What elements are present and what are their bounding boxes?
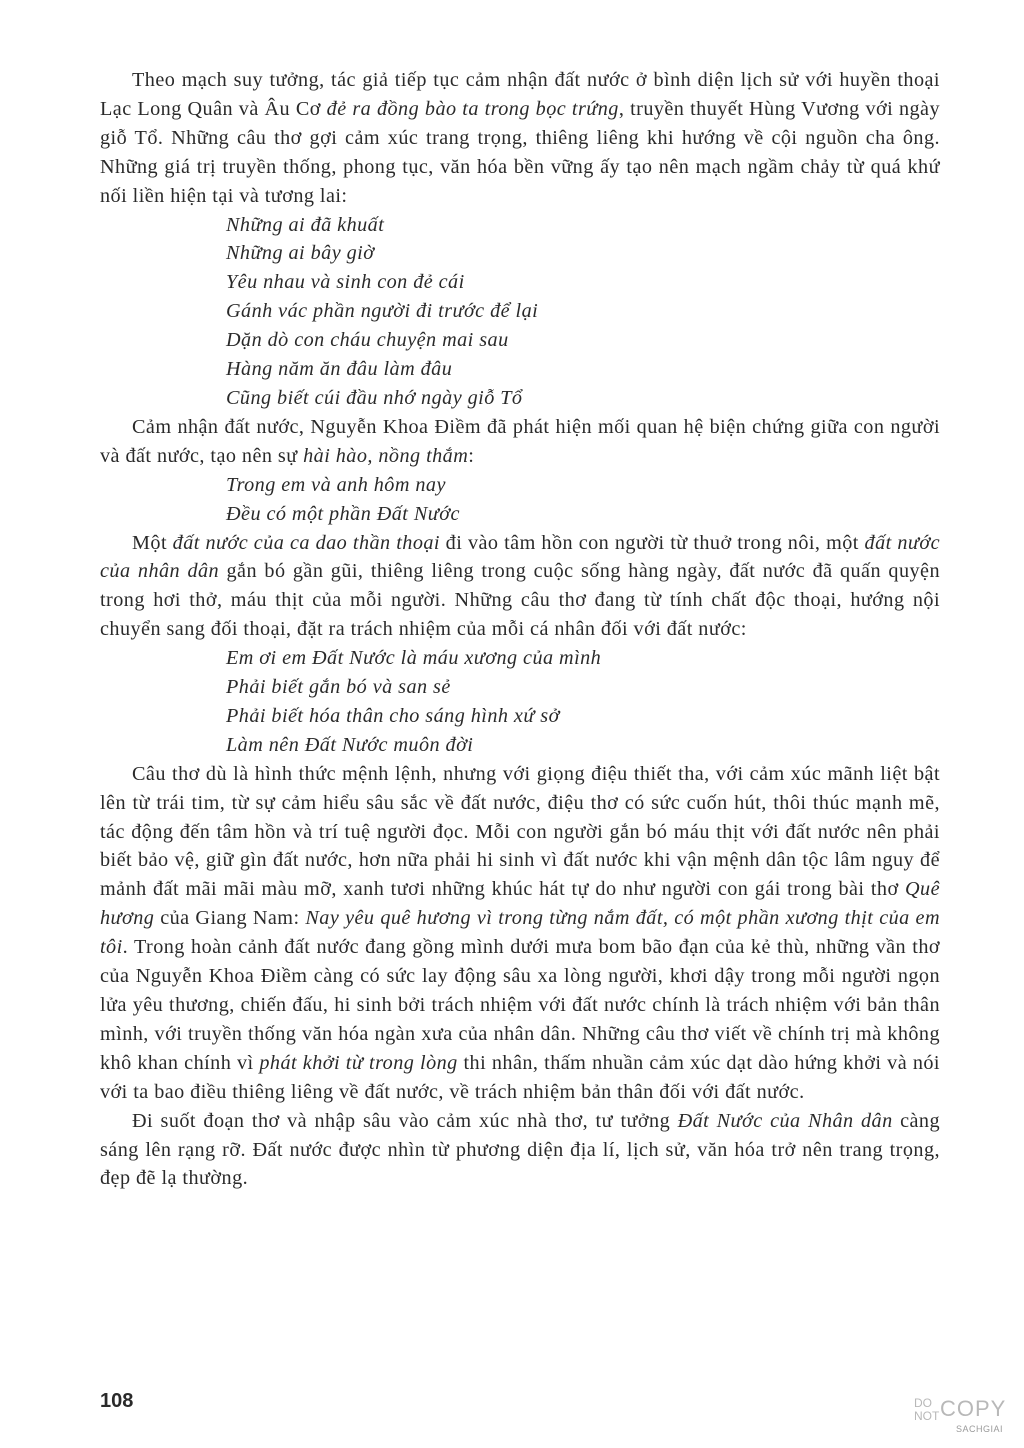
poem-line: Hàng năm ăn đâu làm đâu — [226, 358, 453, 381]
text-run: Một — [132, 531, 173, 554]
poem-line: Những ai bây giờ — [226, 242, 375, 265]
stamp-site-text: SACHGIAI — [956, 1424, 1004, 1434]
italic-phrase: đất nước của nhân dân — [100, 531, 940, 583]
stamp-not-text: NOT — [914, 1409, 940, 1423]
text-run: Câu thơ dù là hình thức mệnh lệnh, nhưng với giọng điệu thiết tha, với cảm xúc mãnh liệt bật lên từ trái tim, từ sự cảm hiểu sâu sắc về đất nước, điệu thơ có sức cuốn hút, thôi thúc mạnh mẽ, tác động đến tâm hồn và trí tuệ người đọc. Mỗi con người gắn bó máu thịt với đất nước nên phải biết bảo vệ, giữ gìn đất nước, hơn nữa phải hi sinh vì đất nước khi vận mệnh dân tộc lâm nguy để mảnh đất mãi mãi màu mỡ, xanh tươi những khúc hát tự do như người con gái trong bài thơ — [100, 762, 940, 901]
italic-phrase: Đất Nước của Nhân dân — [677, 1109, 893, 1132]
text-run: của Giang Nam: — [154, 907, 306, 930]
paragraph — [100, 760, 940, 1107]
poem-line: Cũng biết cúi đầu nhớ ngày giỗ Tổ — [226, 386, 523, 409]
italic-phrase: hài hào, nồng thắm — [303, 444, 469, 467]
watermark-stamp — [912, 1396, 1008, 1442]
poem-excerpt — [100, 471, 940, 529]
poem-line: Dặn dò con cháu chuyện mai sau — [226, 329, 509, 352]
text-run: gắn bó gần gũi, thiêng liêng trong cuộc sống hàng ngày, đất nước đã quấn quyện trong hơi thở, máu thịt của mỗi người. Những câu thơ đang từ tính chất độc thoại, hướng nội chuyển sang đối thoại, đặt ra trách nhiệm của mỗi cá nhân đối với đất nước: — [100, 560, 940, 641]
text-run: càng sáng lên rạng rỡ. Đất nước được nhìn từ phương diện địa lí, lịch sử, văn hóa trở nên trang trọng, đẹp đẽ lạ thường. — [100, 1109, 941, 1190]
paragraph — [100, 1107, 940, 1194]
page-number: 108 — [100, 1390, 134, 1412]
italic-phrase: phát khởi từ trong lòng — [259, 1051, 458, 1074]
poem-line: Phải biết hóa thân cho sáng hình xứ sở — [226, 704, 560, 727]
italic-phrase: Quê hương — [100, 878, 940, 930]
poem-excerpt — [100, 644, 940, 760]
poem-line: Đều có một phần Đất Nước — [226, 502, 460, 525]
page-body — [100, 66, 940, 1193]
poem-line: Trong em và anh hôm nay — [226, 473, 446, 496]
text-run: đi vào tâm hồn con người từ thuở trong nôi, một — [440, 531, 865, 554]
text-run: . Trong hoàn cảnh đất nước đang gồng mình dưới mưa bom bão đạn của kẻ thù, những vần thơ của Nguyễn Khoa Điềm càng có sức lay động sâu xa lòng người, khơi dậy trong mỗi người ngọn lửa yêu thương, chiến đấu, hi sinh bởi trách nhiệm với đất nước chính là trách nhiệm với bản thân mình, với truyền thống văn hóa ngàn xưa của nhân dân. Những câu thơ viết về chính trị mà không khô khan chính vì — [100, 936, 940, 1074]
poem-line: Yêu nhau và sinh con đẻ cái — [226, 271, 465, 294]
text-run: Đi suốt đoạn thơ và nhập sâu vào cảm xúc nhà thơ, tư tưởng — [132, 1109, 678, 1132]
stamp-copy-text: COPY — [940, 1396, 1007, 1421]
poem-line: Làm nên Đất Nước muôn đời — [226, 733, 474, 756]
text-run: , truyền thuyết Hùng Vương với ngày giỗ Tổ. Những câu thơ gợi cảm xúc trang trọng, thiêng liêng khi hướng về cội nguồn cha ông. Những giá trị truyền thống, phong tục, văn hóa bền vững ấy tạo nên mạch ngầm chảy từ quá khứ nối liền hiện tại và tương lai: — [100, 97, 940, 207]
text-run: Cảm nhận đất nước, Nguyễn Khoa Điềm đã phát hiện mối quan hệ biện chứng giữa con người và đất nước, tạo nên sự — [100, 415, 940, 467]
text-run: thi nhân, thấm nhuần cảm xúc dạt dào hứng khởi và nói với ta bao điều thiêng liêng về đất nước, về trách nhiệm bản thân đối với đất nước. — [100, 1051, 940, 1103]
text-run: : — [468, 444, 475, 467]
poem-line: Những ai đã khuất — [226, 213, 385, 236]
stamp-do-text: DO — [914, 1396, 932, 1410]
paragraph — [100, 413, 940, 471]
italic-phrase: Nay yêu quê hương vì trong từng nắm đất, có một phần xương thịt của em tôi — [100, 907, 940, 959]
italic-phrase: đẻ ra đồng bào ta trong bọc trứng — [326, 97, 619, 120]
poem-line: Em ơi em Đất Nước là máu xương của mình — [226, 647, 602, 670]
poem-line: Gánh vác phần người đi trước để lại — [226, 300, 539, 323]
poem-excerpt — [100, 211, 940, 413]
text-run: Theo mạch suy tưởng, tác giả tiếp tục cảm nhận đất nước ở bình diện lịch sử với huyền thoại Lạc Long Quân và Âu Cơ — [100, 69, 940, 120]
poem-line: Phải biết gắn bó và san sẻ — [226, 676, 451, 699]
paragraph — [100, 529, 940, 645]
italic-phrase: đất nước của ca dao thần thoại — [172, 531, 440, 554]
paragraph — [100, 66, 940, 211]
